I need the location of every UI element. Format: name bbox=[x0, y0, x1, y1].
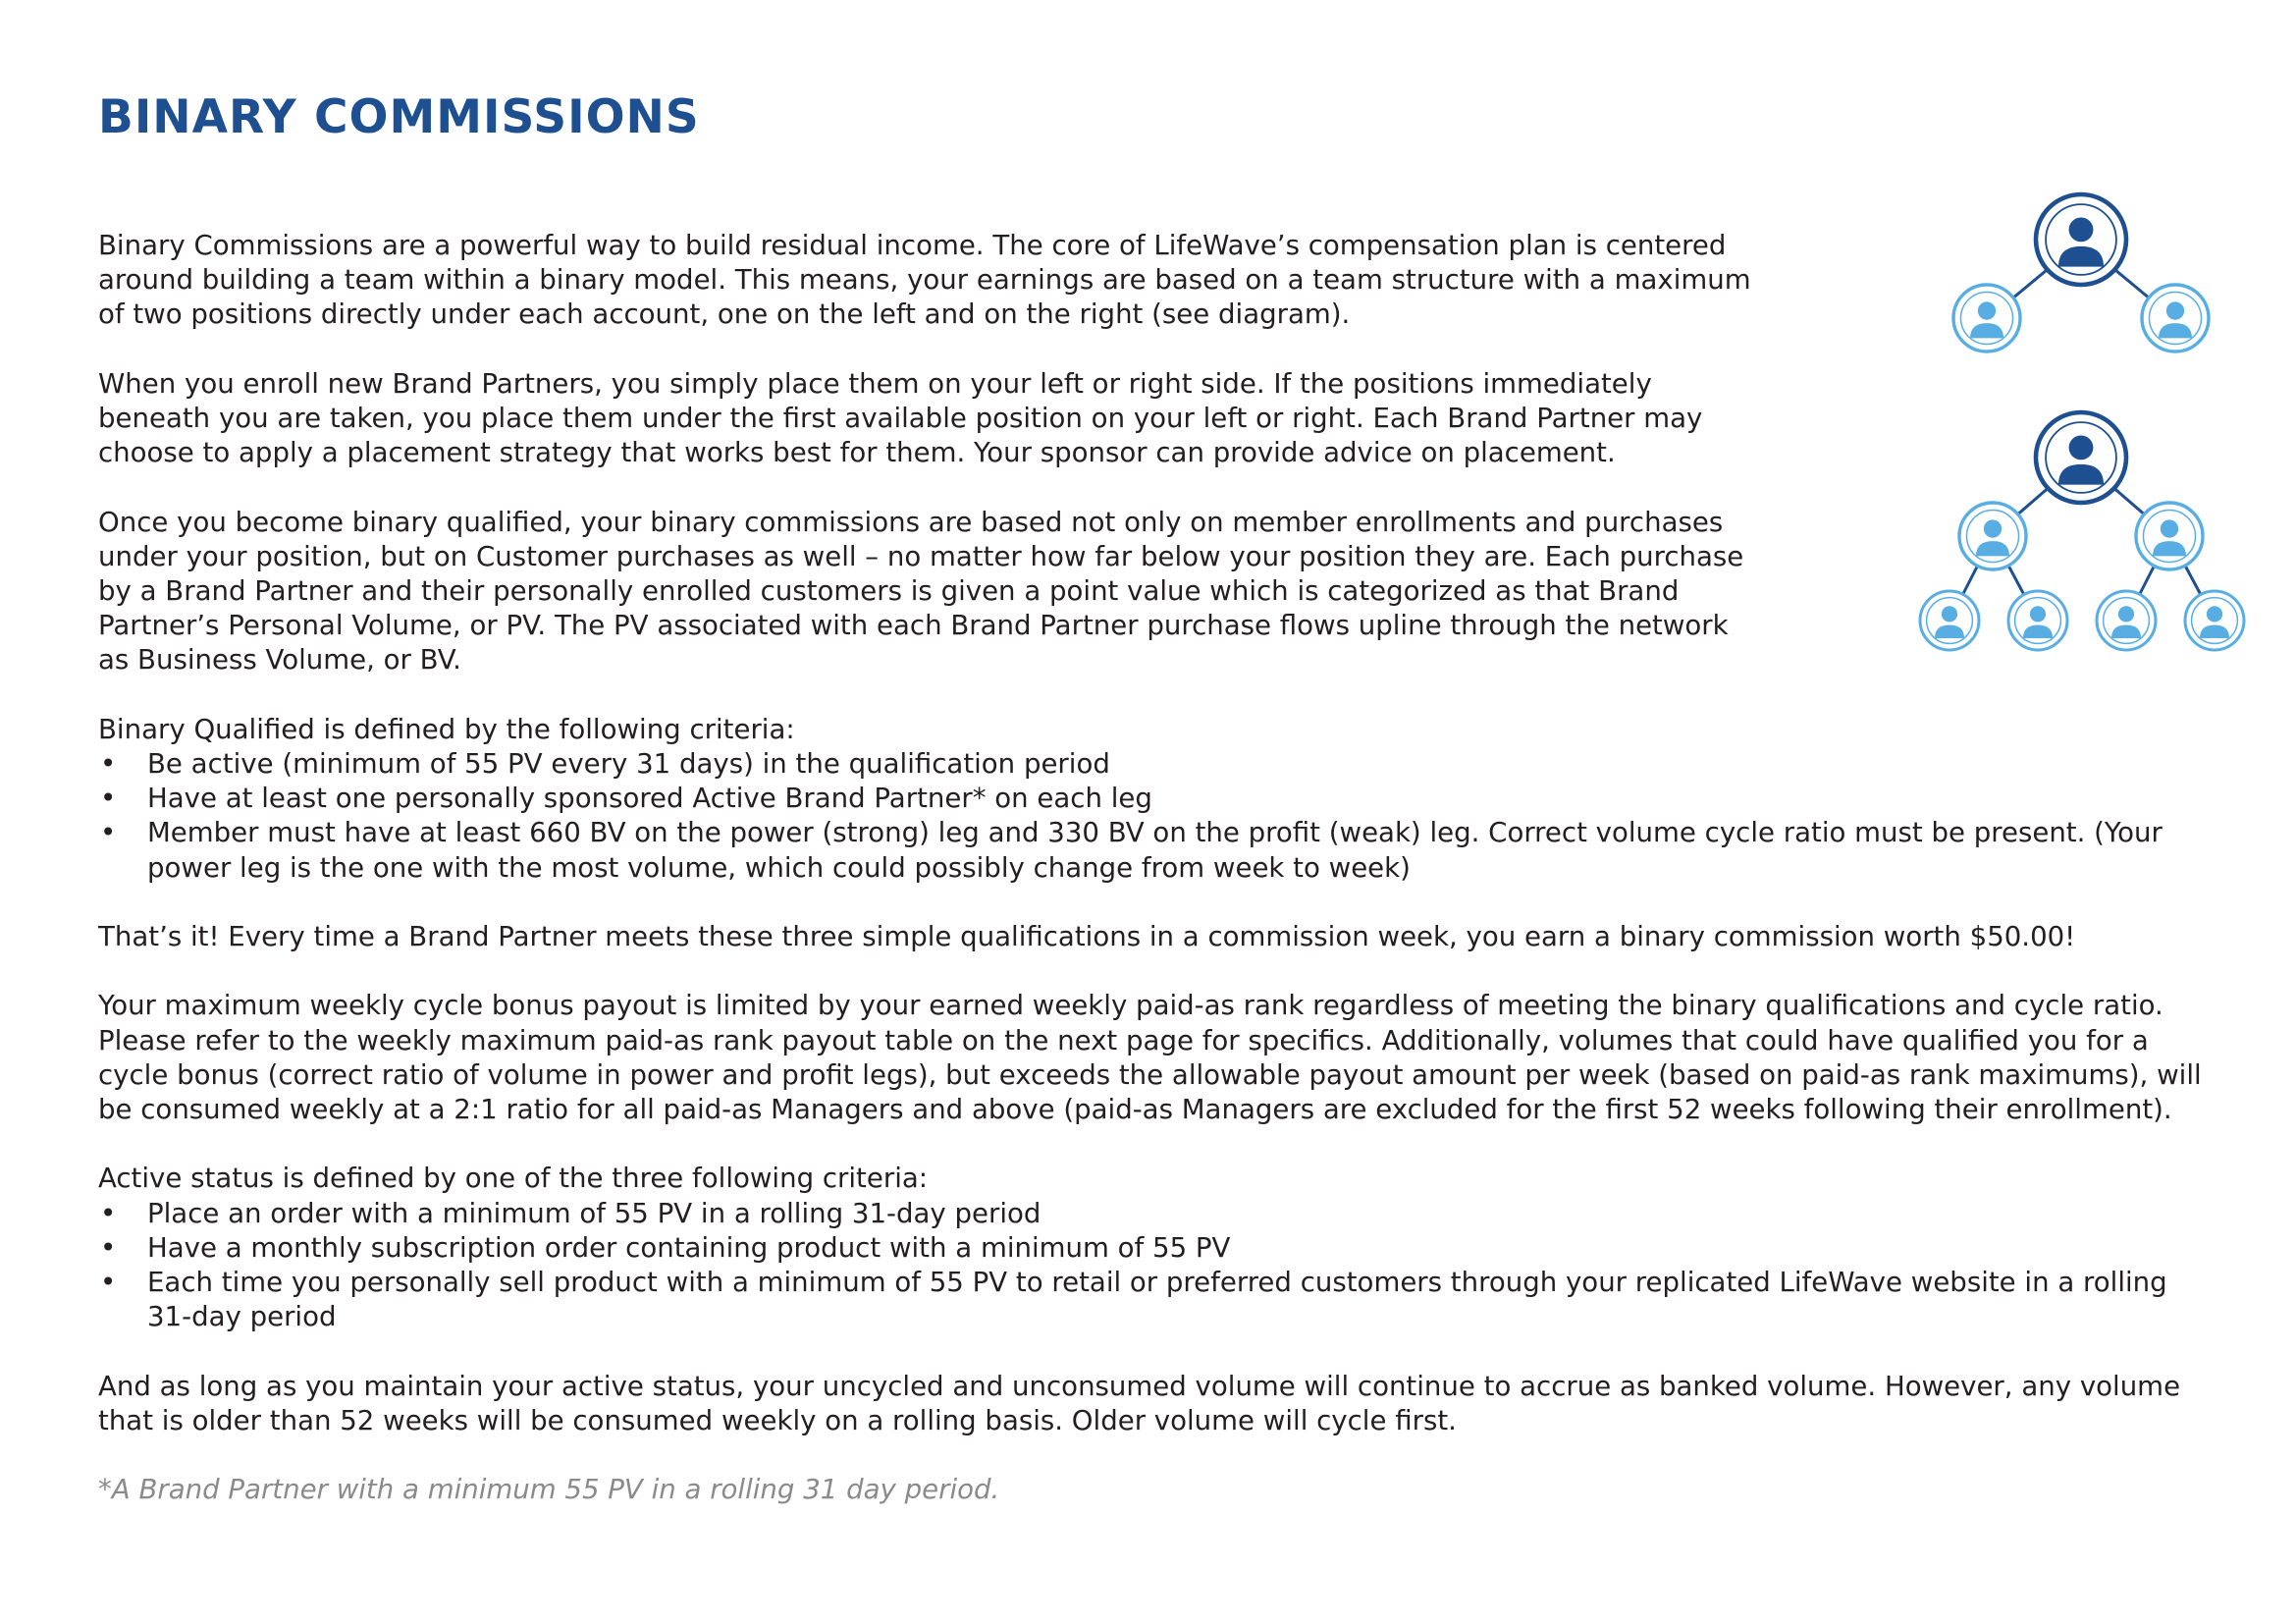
parent-person-icon bbox=[2036, 194, 2126, 285]
thats-it-paragraph: That’s it! Every time a Brand Partner meets these three simple qualifications in a commission week, you earn a binary commission worth $50.00! bbox=[98, 920, 2076, 952]
right-child-person-icon bbox=[2142, 285, 2209, 352]
bullet-icon: • bbox=[100, 1230, 117, 1264]
list-item-text: Have a monthly subscription order containing product with a minimum of 55 PV bbox=[147, 1230, 1231, 1264]
max-payout-paragraph: Your maximum weekly cycle bonus payout is limited by your earned weekly paid-as rank regardless of meeting the binary qualifications and cycle ratio. Please refer to the weekly maximum paid-as rank payout table on the next page for specifics. Additionally, volumes that could have qualified you for a cycle bonus (correct ratio of volume in power and profit legs), but exceeds the allowable payout amount per week (based on paid-as rank maximums), will be consumed weekly at a 2:1 ratio for all paid-as Managers and above (paid-as Managers are excluded for the first 52 weeks following their enrollment). bbox=[98, 989, 2202, 1125]
enroll-line: beneath you are taken, you place them under the first available position on your left or right. Each Brand Partner may bbox=[98, 402, 1703, 434]
grandchild-person-icon bbox=[1920, 591, 1979, 650]
list-item-text: Have at least one personally sponsored Active Brand Partner* on each leg bbox=[147, 782, 1152, 815]
qualified-line: by a Brand Partner and their personally enrolled customers is given a point value which is categorized as that Brand bbox=[98, 574, 1680, 607]
qualified-line: Once you become binary qualified, your binary commissions are based not only on member enrollments and purchases bbox=[98, 505, 1724, 538]
list-item bbox=[98, 781, 2218, 815]
binary-tree-two-level-icon bbox=[1948, 187, 2215, 363]
list-item bbox=[98, 746, 2218, 781]
enroll-line: When you enroll new Brand Partners, you simply place them on your left or right side. If the positions immediately bbox=[98, 366, 1652, 400]
bullet-icon: • bbox=[100, 747, 117, 780]
list-item bbox=[98, 1230, 2218, 1265]
qualified-line: Partner’s Personal Volume, or PV. The PV associated with each Brand Partner purchase flows upline through the network bbox=[98, 609, 1729, 642]
list-item bbox=[98, 1196, 2218, 1230]
intro-paragraph bbox=[98, 228, 1865, 332]
binary-criteria-heading: Binary Qualified is defined by the following criteria: bbox=[98, 712, 795, 745]
banked-volume-paragraph: And as long as you maintain your active status, your uncycled and unconsumed volume will continue to accrue as banked volume. However, any volume that is older than 52 weeks will be consumed weekly on a rolling basis. Older volume will cycle first. bbox=[98, 1369, 2181, 1436]
grandchild-person-icon bbox=[2008, 591, 2067, 650]
list-item bbox=[98, 815, 2218, 884]
binary-criteria-list bbox=[98, 746, 2218, 885]
list-item-text: Be active (minimum of 55 PV every 31 days) in the qualification period bbox=[147, 747, 1110, 780]
list-item-text: Place an order with a minimum of 55 PV in a rolling 31-day period bbox=[147, 1196, 1041, 1229]
qualified-line: under your position, but on Customer purchases as well – no matter how far below your position they are. Each purchase bbox=[98, 539, 1744, 572]
document-body bbox=[98, 228, 2218, 1506]
enroll-paragraph bbox=[98, 366, 1865, 470]
grandchild-person-icon bbox=[2185, 591, 2244, 650]
list-item-text: Each time you personally sell product with a minimum of 55 PV to retail or preferred customers through your replicated LifeWave website in a rolling 31-day period bbox=[147, 1266, 2167, 1333]
qualified-paragraph bbox=[98, 505, 1865, 677]
footnote: *A Brand Partner with a minimum 55 PV in a rolling 31 day period. bbox=[98, 1473, 1000, 1506]
left-child-person-icon bbox=[1959, 503, 2026, 569]
list-item bbox=[98, 1265, 2218, 1333]
page-title: BINARY COMMISSIONS bbox=[98, 90, 700, 144]
bullet-icon: • bbox=[100, 816, 117, 849]
right-child-person-icon bbox=[2136, 503, 2203, 569]
grandchild-person-icon bbox=[2097, 591, 2156, 650]
bullet-icon: • bbox=[100, 782, 117, 815]
active-criteria-list bbox=[98, 1196, 2218, 1334]
intro-line: of two positions directly under each account, one on the left and on the right (see diagram). bbox=[98, 298, 1351, 331]
intro-line: around building a team within a binary model. This means, your earnings are based on a team structure with a maximum bbox=[98, 263, 1751, 297]
binary-tree-three-level-icon bbox=[1912, 403, 2256, 660]
intro-line: Binary Commissions are a powerful way to build residual income. The core of LifeWave’s compensation plan is centered bbox=[98, 229, 1727, 261]
qualified-line: as Business Volume, or BV. bbox=[98, 643, 461, 677]
parent-person-icon bbox=[2036, 412, 2126, 503]
list-item-text: Member must have at least 660 BV on the power (strong) leg and 330 BV on the profit (weak) leg. Correct volume cycle ratio must be present. (Your power leg is the one with the most volume, which could possibly change from week to week) bbox=[147, 816, 2163, 884]
bullet-icon: • bbox=[100, 1196, 117, 1229]
left-child-person-icon bbox=[1953, 285, 2020, 352]
enroll-line: choose to apply a placement strategy that works best for them. Your sponsor can provide advice on placement. bbox=[98, 436, 1616, 469]
bullet-icon: • bbox=[100, 1266, 117, 1298]
active-criteria-heading: Active status is defined by one of the three following criteria: bbox=[98, 1162, 929, 1195]
